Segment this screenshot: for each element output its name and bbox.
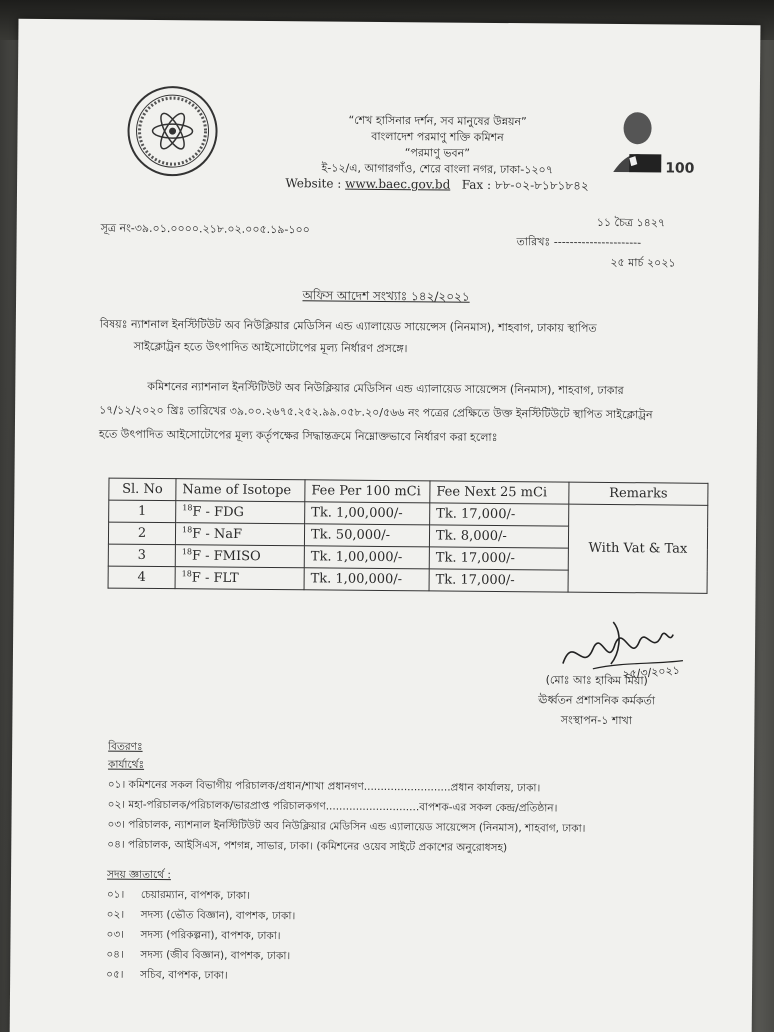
body-line-3: হতে উৎপাদিত আইসোটোপের মূল্য কর্তৃপক্ষের সিদ্ধান্তক্রমে নিম্নোক্তভাবে নির্ধারণ করা হলোঃ (98, 427, 498, 444)
memo-number: সূত্র নং-৩৯.০১.০০০০.২১৮.০২.০০৫.১৯-১০০ (100, 221, 310, 237)
signer-designation: ঊর্ধ্বতন প্রশাসনিক কর্মকর্তা (538, 693, 656, 708)
header-slogan: “শেখ হাসিনার দর্শন, সব মানুষের উন্নয়ন” (348, 113, 527, 129)
cell-fee-25: Tk. 17,000/- (429, 547, 568, 570)
document-paper (10, 19, 761, 1032)
cell-fee-100: Tk. 1,00,000/- (304, 546, 429, 569)
col-isotope: Name of Isotope (176, 479, 305, 502)
cell-isotope: $^{18}$F - FDG (176, 501, 305, 524)
cell-sl: 3 (108, 544, 175, 567)
header-address: ই-১২/এ, আগারগাঁও, শেরে বাংলা নগর, ঢাকা-১২০৭ (321, 161, 553, 177)
website-label: Website : (285, 176, 346, 191)
col-remarks: Remarks (569, 482, 708, 505)
action-title: কার্যার্থেঃ (107, 758, 145, 771)
header-contact (227, 175, 647, 199)
cell-sl: 4 (108, 566, 175, 589)
subject-line-2: সাইক্লোট্রন হতে উৎপাদিত আইসোটোপের মূল্য নির্ধারণ প্রসঙ্গে। (133, 339, 408, 356)
mujib-100-logo-icon (605, 102, 706, 183)
col-fee-25: Fee Next 25 mCi (430, 481, 569, 504)
cell-sl: 2 (108, 522, 175, 545)
action-item-2: ০২। মহা-পরিচালক/পরিচালক/ভারপ্রাপ্ত পরিচালকগণ............................বাপশক-এর সকল কেন্দ্র/প্রতিষ্ঠান। (107, 798, 558, 815)
cell-isotope: $^{18}$F - FLT (175, 567, 304, 590)
portrait-text: 100 (665, 160, 695, 177)
cell-fee-100: Tk. 1,00,000/- (304, 568, 429, 591)
col-sl-no: Sl. No (109, 478, 176, 501)
baec-emblem-icon (125, 84, 220, 179)
cell-fee-25: Tk. 8,000/- (429, 525, 568, 548)
cell-sl: 1 (109, 500, 176, 523)
fax-number: Fax : ৮৮-০২-৮১৮১৮৪২ (461, 177, 589, 193)
cell-fee-100: Tk. 1,00,000/- (305, 502, 430, 525)
body-line-1: কমিশনের ন্যাশনাল ইনস্টিটিউট অব নিউক্লিয়ার মেডিসিন এন্ড এ্যালায়েড সায়েন্সেস (নিনমাস), শাহবাগ, ঢাকার (147, 379, 624, 398)
cell-isotope: $^{18}$F - FMISO (175, 545, 304, 568)
cell-fee-25: Tk. 17,000/- (429, 569, 568, 592)
col-fee-100: Fee Per 100 mCi (305, 480, 430, 503)
distribution-title: বিতরণঃ (108, 740, 143, 753)
info-item: ০১। চেয়ারম্যান, বাপশক, ঢাকা। (106, 888, 251, 902)
cell-fee-25: Tk. 17,000/- (430, 503, 569, 526)
action-item-3: ০৩। পরিচালক, ন্যাশনাল ইনস্টিটিউট অব নিউক্লিয়ার মেডিসিন এন্ড এ্যালায়েড সায়েন্সেস (নিনমাস), শাহবাগ, ঢাকা। (107, 818, 586, 835)
website-link[interactable]: www.baec.gov.bd (345, 176, 451, 192)
info-item: ০৩। সদস্য (পরিকল্পনা), বাপশক, ঢাকা। (106, 928, 281, 943)
info-item: ০৫। সচিব, বাপশক, ঢাকা। (106, 968, 228, 982)
cell-isotope: $^{18}$F - NaF (175, 523, 304, 546)
date-english: ২৫ মার্চ ২০২১ (610, 255, 676, 270)
order-title: অফিস আদেশ সংখ্যাঃ ১৪২/২০২১ (302, 288, 470, 304)
cell-fee-100: Tk. 50,000/- (304, 524, 429, 547)
subject-line-1: বিষয়ঃ ন্যাশনাল ইনস্টিটিউট অব নিউক্লিয়ার মেডিসিন এন্ড এ্যালায়েড সায়েন্সেস (নিনমাস), শাহবাগ, ঢাকায় স্থাপিত (99, 317, 597, 335)
header-org: বাংলাদেশ পরমাণু শক্তি কমিশন (371, 129, 504, 145)
info-title: সদয় জ্ঞাতার্থে : (106, 868, 171, 882)
action-item-1: ০১। কমিশনের সকল বিভাগীয় পরিচালক/প্রধান/শাখা প্রধানগণ..........................প্রধান কার্যালয়, ঢাকা। (107, 778, 541, 795)
date-bengali: ১১ চৈত্র ১৪২৭ (596, 215, 666, 230)
date-label: তারিখঃ ---------------------- (516, 235, 642, 250)
cell-remarks: With Vat & Tax (568, 504, 708, 593)
info-item: ০৪। সদস্য (জীব বিজ্ঞান), বাপশক, ঢাকা। (106, 948, 291, 963)
body-line-2: ১৭/১২/২০২০ খ্রিঃ তারিখের ৩৯.০০.২৬৭৫.২৫২.৯৯.০৫৮.২০/৫৬৬ নং পত্রের প্রেক্ষিতে উক্ত ইনস্টিটিউটে স্থাপিত সাইক্লোট্রন (99, 403, 653, 422)
signer-branch: সংস্থাপন-১ শাখা (560, 713, 633, 728)
signature-date: ২৫/৩/২০২১ (621, 663, 681, 682)
signer-name: (মোঃ আঃ হাকিম মিয়া) (545, 673, 648, 688)
info-item: ০২। সদস্য (ভৌত বিজ্ঞান), বাপশক, ঢাকা। (106, 908, 296, 923)
action-item-4: ০৪। পরিচালক, আইসিএস, পশগন্ন, সাভার, ঢাকা। (কমিশনের ওয়েব সাইটে প্রকাশের অনুরোধসহ) (107, 838, 508, 855)
isotope-fee-table (108, 478, 709, 594)
header-building: “পরমাণু ভবন” (404, 146, 471, 160)
